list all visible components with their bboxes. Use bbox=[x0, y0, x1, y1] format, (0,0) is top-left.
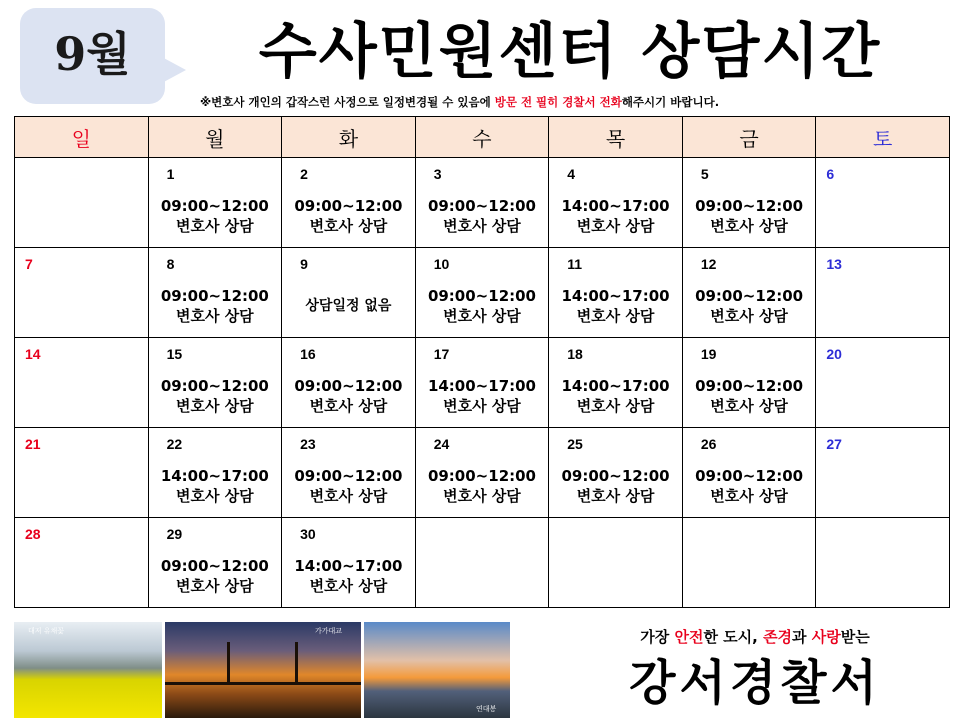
consultation-schedule bbox=[416, 466, 549, 506]
notice-prefix: ※변호사 개인의 갑작스런 사정으로 일정변경될 수 있음에 bbox=[200, 95, 495, 109]
weekday-header-row bbox=[15, 117, 950, 158]
notice-suffix: 해주시기 바랍니다. bbox=[621, 95, 720, 109]
consultation-schedule bbox=[549, 466, 682, 506]
calendar-day-cell bbox=[549, 338, 683, 428]
day-number: 29 bbox=[166, 526, 183, 542]
slogan-part: 한 도시, bbox=[703, 628, 764, 646]
day-number: 17 bbox=[433, 346, 450, 362]
calendar-day-cell bbox=[415, 248, 549, 338]
calendar-body bbox=[15, 158, 950, 608]
day-number: 28 bbox=[25, 526, 41, 542]
day-number: 19 bbox=[700, 346, 717, 362]
consultation-type: 변호사 상담 bbox=[443, 397, 521, 415]
calendar-day-cell bbox=[148, 428, 282, 518]
day-number: 7 bbox=[25, 256, 33, 272]
police-slogan bbox=[560, 626, 950, 646]
consultation-time: 09:00~12:00 bbox=[160, 557, 269, 575]
calendar-day-cell bbox=[15, 518, 149, 608]
day-number: 10 bbox=[433, 256, 450, 272]
photo-label: 연대봉 bbox=[476, 705, 497, 713]
calendar-day-cell bbox=[282, 248, 416, 338]
consultation-type: 변호사 상담 bbox=[176, 577, 254, 595]
consultation-time: 14:00~17:00 bbox=[294, 557, 403, 575]
police-station-name: 강서경찰서 bbox=[629, 655, 881, 711]
consultation-type: 변호사 상담 bbox=[443, 307, 521, 325]
calendar-week-row bbox=[15, 158, 950, 248]
calendar-day-cell bbox=[15, 338, 149, 428]
consultation-time: 09:00~12:00 bbox=[294, 377, 403, 395]
weekday-header: 목 bbox=[549, 117, 683, 158]
consultation-schedule bbox=[282, 376, 415, 416]
consultation-schedule bbox=[282, 296, 415, 316]
calendar-day-cell bbox=[549, 248, 683, 338]
calendar-day-cell bbox=[15, 428, 149, 518]
month-label: 9월 bbox=[54, 27, 131, 81]
calendar-day-cell bbox=[15, 248, 149, 338]
consultation-time: 09:00~12:00 bbox=[561, 467, 670, 485]
consultation-time: 09:00~12:00 bbox=[160, 377, 269, 395]
calendar-day-cell bbox=[282, 428, 416, 518]
day-number: 8 bbox=[166, 256, 175, 272]
consultation-schedule bbox=[416, 376, 549, 416]
calendar-day-cell bbox=[148, 158, 282, 248]
calendar-day-cell bbox=[682, 158, 816, 248]
day-number: 4 bbox=[567, 166, 576, 182]
calendar-day-cell bbox=[148, 248, 282, 338]
consultation-time: 09:00~12:00 bbox=[695, 377, 804, 395]
day-number: 23 bbox=[300, 436, 316, 452]
calendar-day-cell bbox=[415, 518, 549, 608]
consultation-type: 변호사 상담 bbox=[176, 217, 254, 235]
calendar-day-cell bbox=[549, 518, 683, 608]
consultation-schedule bbox=[549, 376, 682, 416]
consultation-time: 09:00~12:00 bbox=[294, 467, 403, 485]
day-number: 27 bbox=[826, 436, 842, 452]
calendar-day-cell bbox=[816, 158, 950, 248]
consultation-time: 14:00~17:00 bbox=[561, 287, 670, 305]
consultation-time: 14:00~17:00 bbox=[561, 377, 670, 395]
consultation-time: 09:00~12:00 bbox=[427, 287, 536, 305]
consultation-schedule bbox=[683, 466, 816, 506]
slogan-part: 안전 bbox=[674, 628, 704, 646]
calendar-week-row bbox=[15, 248, 950, 338]
slogan-part: 과 bbox=[792, 628, 812, 646]
calendar-day-cell bbox=[282, 158, 416, 248]
consultation-type: 변호사 상담 bbox=[710, 217, 788, 235]
calendar-day-cell bbox=[15, 158, 149, 248]
day-number: 21 bbox=[25, 436, 41, 452]
calendar-day-cell bbox=[682, 248, 816, 338]
consultation-schedule bbox=[683, 196, 816, 236]
day-number: 14 bbox=[25, 346, 41, 362]
consultation-time: 09:00~12:00 bbox=[695, 467, 804, 485]
consultation-time: 09:00~12:00 bbox=[160, 197, 269, 215]
consultation-schedule bbox=[549, 196, 682, 236]
calendar-day-cell bbox=[549, 158, 683, 248]
consultation-type: 상담일정 없음 bbox=[305, 298, 392, 314]
calendar-day-cell bbox=[816, 248, 950, 338]
day-number: 3 bbox=[433, 166, 442, 182]
calendar-week-row bbox=[15, 428, 950, 518]
day-number: 16 bbox=[300, 346, 316, 362]
day-number: 6 bbox=[826, 166, 835, 182]
bridge-tower bbox=[295, 642, 298, 684]
weekday-header: 금 bbox=[682, 117, 816, 158]
schedule-notice bbox=[200, 94, 950, 110]
calendar-day-cell bbox=[682, 428, 816, 518]
day-number: 12 bbox=[700, 256, 717, 272]
month-bubble-tail bbox=[160, 56, 186, 84]
consultation-type: 변호사 상담 bbox=[309, 487, 388, 505]
calendar-day-cell bbox=[682, 338, 816, 428]
calendar-day-cell bbox=[282, 518, 416, 608]
day-number: 2 bbox=[300, 166, 308, 182]
consultation-type: 변호사 상담 bbox=[176, 307, 254, 325]
consultation-schedule bbox=[282, 556, 415, 596]
consultation-schedule bbox=[149, 376, 282, 416]
consultation-time: 09:00~12:00 bbox=[294, 197, 403, 215]
calendar-day-cell bbox=[415, 428, 549, 518]
weekday-header: 화 bbox=[282, 117, 416, 158]
weekday-header: 일 bbox=[15, 117, 149, 158]
weekday-header: 월 bbox=[148, 117, 282, 158]
calendar-day-cell bbox=[816, 518, 950, 608]
calendar-day-cell bbox=[415, 158, 549, 248]
consultation-schedule bbox=[149, 196, 282, 236]
consultation-type: 변호사 상담 bbox=[576, 487, 655, 505]
peak-sunset-photo bbox=[364, 622, 510, 718]
consultation-time: 09:00~12:00 bbox=[695, 197, 804, 215]
consultation-type: 변호사 상담 bbox=[710, 487, 788, 505]
weekday-header: 토 bbox=[816, 117, 950, 158]
calendar-day-cell bbox=[148, 518, 282, 608]
consultation-type: 변호사 상담 bbox=[710, 397, 788, 415]
calendar-day-cell bbox=[816, 338, 950, 428]
day-number: 30 bbox=[300, 526, 316, 542]
photo-label: 가가대교 bbox=[315, 627, 343, 635]
consultation-type: 변호사 상담 bbox=[309, 397, 388, 415]
day-number: 25 bbox=[567, 436, 583, 452]
photo-label: 대저 유채꽃 bbox=[28, 627, 65, 635]
day-number: 13 bbox=[826, 256, 842, 272]
consultation-schedule bbox=[683, 286, 816, 326]
day-number: 1 bbox=[166, 166, 175, 182]
consultation-time: 09:00~12:00 bbox=[160, 287, 269, 305]
day-number: 5 bbox=[700, 166, 709, 182]
calendar-day-cell bbox=[682, 518, 816, 608]
weekday-header: 수 bbox=[415, 117, 549, 158]
consultation-time: 09:00~12:00 bbox=[427, 467, 536, 485]
consultation-schedule bbox=[416, 286, 549, 326]
consultation-schedule bbox=[683, 376, 816, 416]
consultation-calendar bbox=[14, 116, 950, 608]
day-number: 18 bbox=[567, 346, 583, 362]
page-title: 수사민원센터 상담시간 bbox=[258, 17, 882, 87]
consultation-type: 변호사 상담 bbox=[576, 217, 655, 235]
consultation-time: 14:00~17:00 bbox=[160, 467, 269, 485]
calendar-week-row bbox=[15, 338, 950, 428]
day-number: 26 bbox=[700, 436, 717, 452]
bridge-deck bbox=[165, 682, 361, 685]
consultation-schedule bbox=[282, 466, 415, 506]
consultation-time: 14:00~17:00 bbox=[561, 197, 670, 215]
slogan-part: 받는 bbox=[840, 628, 870, 646]
day-number: 9 bbox=[300, 256, 308, 272]
day-number: 24 bbox=[433, 436, 450, 452]
consultation-type: 변호사 상담 bbox=[576, 307, 655, 325]
day-number: 15 bbox=[166, 346, 183, 362]
consultation-schedule bbox=[149, 286, 282, 326]
day-number: 22 bbox=[166, 436, 183, 452]
consultation-schedule bbox=[549, 286, 682, 326]
calendar-day-cell bbox=[282, 338, 416, 428]
slogan-part: 존경 bbox=[763, 628, 793, 646]
slogan-part: 사랑 bbox=[811, 628, 841, 646]
consultation-schedule bbox=[282, 196, 415, 236]
slogan-part: 가장 bbox=[640, 628, 675, 646]
consultation-time: 09:00~12:00 bbox=[695, 287, 804, 305]
consultation-type: 변호사 상담 bbox=[176, 487, 254, 505]
consultation-schedule bbox=[149, 556, 282, 596]
consultation-type: 변호사 상담 bbox=[443, 487, 521, 505]
bridge-tower bbox=[227, 642, 230, 684]
consultation-schedule bbox=[149, 466, 282, 506]
consultation-type: 변호사 상담 bbox=[309, 217, 388, 235]
calendar-day-cell bbox=[816, 428, 950, 518]
calendar-week-row bbox=[15, 518, 950, 608]
notice-highlight: 방문 전 필히 경찰서 전화 bbox=[494, 95, 622, 109]
consultation-type: 변호사 상담 bbox=[576, 397, 655, 415]
consultation-type: 변호사 상담 bbox=[309, 577, 388, 595]
day-number: 20 bbox=[826, 346, 842, 362]
bridge-sunset-photo bbox=[165, 622, 361, 718]
calendar-day-cell bbox=[549, 428, 683, 518]
consultation-schedule bbox=[416, 196, 549, 236]
calendar-day-cell bbox=[148, 338, 282, 428]
calendar-day-cell bbox=[415, 338, 549, 428]
consultation-type: 변호사 상담 bbox=[443, 217, 521, 235]
canola-field-photo bbox=[14, 622, 162, 718]
day-number: 11 bbox=[567, 256, 583, 272]
consultation-type: 변호사 상담 bbox=[710, 307, 788, 325]
consultation-time: 09:00~12:00 bbox=[427, 197, 536, 215]
consultation-type: 변호사 상담 bbox=[176, 397, 254, 415]
consultation-time: 14:00~17:00 bbox=[427, 377, 536, 395]
